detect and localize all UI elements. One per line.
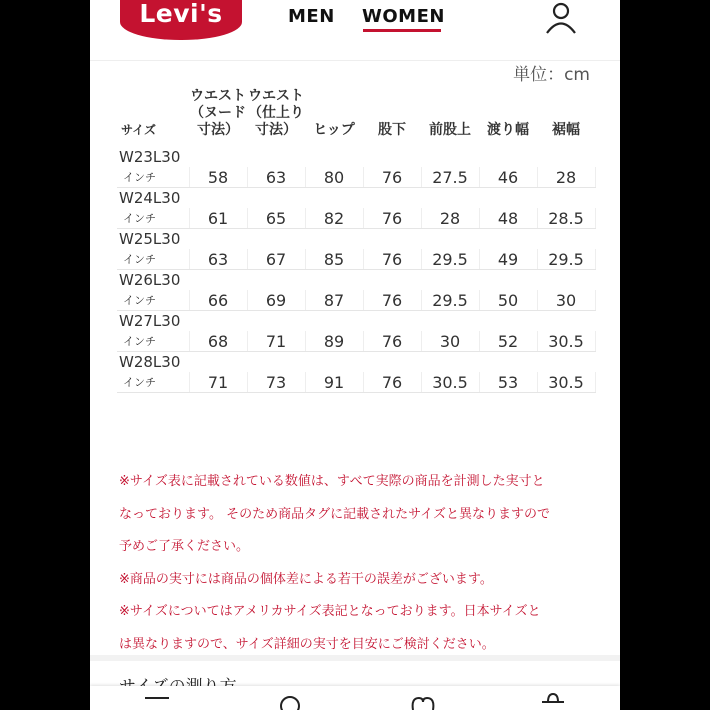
table-cell: 65 bbox=[247, 208, 305, 229]
size-name: W23L30 bbox=[119, 148, 181, 166]
size-name: W26L30 bbox=[119, 271, 181, 289]
table-cell: 27.5 bbox=[421, 167, 479, 188]
user-icon[interactable] bbox=[544, 0, 578, 36]
table-cell: 71 bbox=[189, 372, 247, 393]
table-cell: 76 bbox=[363, 249, 421, 270]
table-cell: 76 bbox=[363, 208, 421, 229]
table-cell: 28 bbox=[537, 167, 595, 188]
unit-inch-label: インチ bbox=[117, 331, 189, 352]
table-row bbox=[117, 372, 595, 393]
table-row bbox=[117, 208, 595, 229]
heart-icon[interactable] bbox=[408, 692, 438, 710]
table-cell: 85 bbox=[305, 249, 363, 270]
table-cell: 53 bbox=[479, 372, 537, 393]
section-divider bbox=[90, 655, 620, 661]
table-header-row bbox=[117, 88, 595, 147]
size-table bbox=[117, 88, 596, 393]
table-cell: 76 bbox=[363, 290, 421, 311]
note-line: なっております。 そのため商品タグに記載されたサイズと異なりますので bbox=[119, 506, 551, 522]
menu-icon[interactable] bbox=[142, 692, 172, 710]
page bbox=[90, 0, 620, 710]
cart-icon[interactable] bbox=[538, 692, 568, 710]
table-cell: 52 bbox=[479, 331, 537, 352]
table-cell: 30 bbox=[537, 290, 595, 311]
table-cell: 76 bbox=[363, 372, 421, 393]
nav-active-indicator bbox=[363, 29, 441, 32]
table-row bbox=[117, 331, 595, 352]
note-line: ※サイズ表に記載されている数値は、すべて実際の商品を計測した実寸と bbox=[119, 474, 545, 489]
size-name: W27L30 bbox=[119, 312, 181, 330]
size-notes bbox=[119, 466, 599, 661]
size-name: W25L30 bbox=[119, 230, 181, 248]
header-hip: ヒップ bbox=[313, 122, 355, 138]
table-cell: 76 bbox=[363, 167, 421, 188]
header bbox=[90, 0, 620, 61]
header-thigh: 渡り幅 bbox=[487, 122, 529, 138]
unit-inch-label: インチ bbox=[117, 372, 189, 393]
table-cell: 29.5 bbox=[537, 249, 595, 270]
table-cell: 29.5 bbox=[421, 249, 479, 270]
unit-inch-label: インチ bbox=[117, 249, 189, 270]
table-cell: 71 bbox=[247, 331, 305, 352]
search-icon[interactable] bbox=[275, 692, 305, 710]
table-cell: 67 bbox=[247, 249, 305, 270]
table-cell: 89 bbox=[305, 331, 363, 352]
table-row bbox=[117, 290, 595, 311]
note-line: は異なりますので、サイズ詳細の実寸を目安にご検討ください。 bbox=[119, 636, 495, 652]
size-name-row bbox=[117, 270, 595, 291]
table-cell: 61 bbox=[189, 208, 247, 229]
table-cell: 48 bbox=[479, 208, 537, 229]
table-cell: 87 bbox=[305, 290, 363, 311]
size-name-row bbox=[117, 311, 595, 332]
note-line: ※商品の実寸には商品の個体差による若干の誤差がございます。 bbox=[119, 571, 493, 587]
table-cell: 30.5 bbox=[421, 372, 479, 393]
bottom-nav-bar bbox=[90, 686, 620, 710]
table-cell: 50 bbox=[479, 290, 537, 311]
size-name: W28L30 bbox=[119, 353, 181, 371]
nav-men[interactable]: MEN bbox=[288, 6, 335, 27]
table-cell: 46 bbox=[479, 167, 537, 188]
table-cell: 58 bbox=[189, 167, 247, 188]
header-front-rise: 前股上 bbox=[429, 122, 471, 138]
table-cell: 73 bbox=[247, 372, 305, 393]
size-name-row bbox=[117, 188, 595, 209]
unit-label: 単位：cm bbox=[513, 65, 590, 85]
size-name-row bbox=[117, 352, 595, 373]
table-cell: 30.5 bbox=[537, 372, 595, 393]
header-inseam: 股下 bbox=[378, 122, 406, 138]
header-hem: 裾幅 bbox=[552, 122, 580, 138]
header-size: サイズ bbox=[121, 123, 157, 137]
table-cell: 28.5 bbox=[537, 208, 595, 229]
table-cell: 29.5 bbox=[421, 290, 479, 311]
table-cell: 63 bbox=[189, 249, 247, 270]
table-cell: 66 bbox=[189, 290, 247, 311]
table-cell: 63 bbox=[247, 167, 305, 188]
unit-inch-label: インチ bbox=[117, 290, 189, 311]
unit-inch-label: インチ bbox=[117, 167, 189, 188]
size-name-row bbox=[117, 229, 595, 250]
table-cell: 91 bbox=[305, 372, 363, 393]
size-name: W24L30 bbox=[119, 189, 181, 207]
table-cell: 80 bbox=[305, 167, 363, 188]
note-line: ※サイズについてはアメリカサイズ表記となっております。日本サイズと bbox=[119, 604, 541, 619]
unit-inch-label: インチ bbox=[117, 208, 189, 229]
table-cell: 30.5 bbox=[537, 331, 595, 352]
table-cell: 82 bbox=[305, 208, 363, 229]
note-line: 予めご了承ください。 bbox=[119, 539, 250, 554]
table-cell: 28 bbox=[421, 208, 479, 229]
table-row bbox=[117, 167, 595, 188]
table-cell: 49 bbox=[479, 249, 537, 270]
table-cell: 69 bbox=[247, 290, 305, 311]
nav-women[interactable]: WOMEN bbox=[362, 6, 445, 27]
table-row bbox=[117, 249, 595, 270]
header-waist-finished: ウエスト（仕上り寸法） bbox=[248, 88, 304, 138]
logo-text: Levi's bbox=[139, 0, 223, 28]
header-waist-nude: ウエスト（ヌード寸法） bbox=[190, 88, 246, 138]
table-cell: 68 bbox=[189, 331, 247, 352]
levis-logo[interactable] bbox=[120, 0, 242, 40]
table-cell: 76 bbox=[363, 331, 421, 352]
size-name-row bbox=[117, 147, 595, 167]
table-cell: 30 bbox=[421, 331, 479, 352]
